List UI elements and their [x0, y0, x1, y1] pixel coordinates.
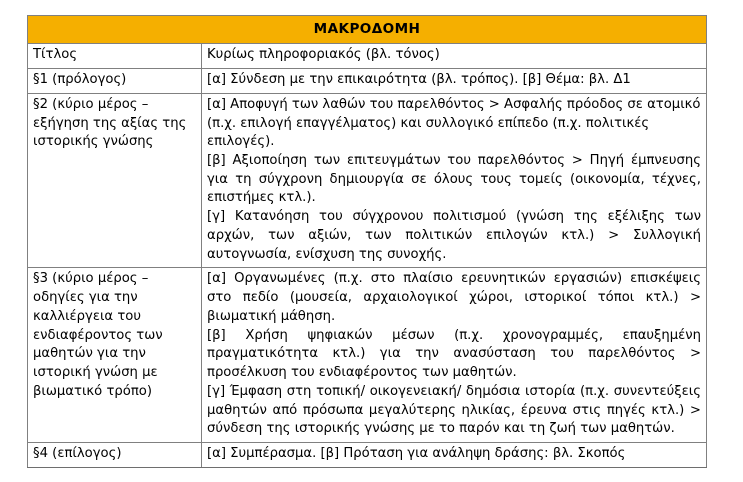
table-header-row — [28, 16, 707, 44]
row-content-cell — [202, 44, 707, 69]
table-row — [28, 442, 707, 467]
row-content-cell — [202, 69, 707, 94]
table-row — [28, 44, 707, 69]
row-paragraph: [β] Αξιοποίηση των επιτευγμάτων του παρελθόντος > Πηγή έμπνευσης για τη σύγχρονη δημιουργία σε όλους τους τομείς (οικονομία, τέχνες, επιστήμες κτλ.). — [207, 152, 701, 206]
table-body — [28, 44, 707, 467]
row-paragraph: [γ] Έμφαση στη τοπική/ οικογενειακή/ δημόσια ιστορία (π.χ. συνεντεύξεις μαθητών από πρόσωπα μεγαλύτερης ηλικίας, έρευνα στις πηγές κτλ.) > σύνδεση της ιστορικής γνώσης με το παρόν και τη ζωή των μαθητών. — [207, 383, 701, 437]
row-label-cell: Τίτλος — [28, 44, 202, 69]
row-label-cell: §1 (πρόλογος) — [28, 69, 202, 94]
row-paragraph: [β] Χρήση ψηφιακών μέσων (π.χ. χρονογραμμές, επαυξημένη πραγματικότητα κτλ.) για την ανασύσταση του παρελθόντος > προσέλκυση του ενδιαφέροντος των μαθητών. — [207, 327, 701, 381]
row-paragraph: [α] Αποφυγή των λαθών του παρελθόντος > Ασφαλής πρόοδος σε ατομικό (π.χ. επιλογή επαγγέλματος) και συλλογικό επίπεδο (π.χ. πολιτικές επιλογές). — [207, 96, 701, 150]
table-row — [28, 268, 707, 443]
row-label-cell: §4 (επίλογος) — [28, 442, 202, 467]
row-content-cell — [202, 442, 707, 467]
row-label-cell: §2 (κύριο μέρος – εξήγηση της αξίας της ιστορικής γνώσης — [28, 93, 202, 268]
macrostructure-sheet — [27, 15, 706, 468]
table-title: ΜΑΚΡΟΔΟΜΗ — [28, 16, 707, 44]
row-paragraph: Κυρίως πληροφοριακός (βλ. τόνος) — [207, 47, 440, 63]
table-row — [28, 93, 707, 268]
row-paragraph: [α] Οργανωμένες (π.χ. στο πλαίσιο ερευνητικών εργασιών) επισκέψεις στο πεδίο (μουσεία, αρχαιολογικοί χώροι, ιστορικοί τόποι κτλ.) > βιωματική μάθηση. — [207, 271, 701, 324]
table-row — [28, 69, 707, 94]
row-label-cell: §3 (κύριο μέρος – οδηγίες για την καλλιέργεια του ενδιαφέροντος των μαθητών για την ιστορική γνώση με βιωματικό τρόπο) — [28, 268, 202, 443]
row-content-cell — [202, 268, 707, 443]
macrostructure-table — [27, 15, 707, 468]
row-paragraph: [α] Σύνδεση με την επικαιρότητα (βλ. τρόπος). [β] Θέμα: βλ. Δ1 — [207, 72, 631, 88]
row-paragraph: [γ] Κατανόηση του σύγχρονου πολιτισμού (γνώση της εξέλιξης των αρχών, των αξιών, των πολιτικών επιλογών κτλ.) > Συλλογική αυτογνωσία, ενίσχυση της συνοχής. — [207, 209, 701, 262]
row-paragraph: [α] Συμπέρασμα. [β] Πρόταση για ανάληψη δράσης: βλ. Σκοπός — [207, 445, 626, 461]
row-content-cell — [202, 93, 707, 268]
